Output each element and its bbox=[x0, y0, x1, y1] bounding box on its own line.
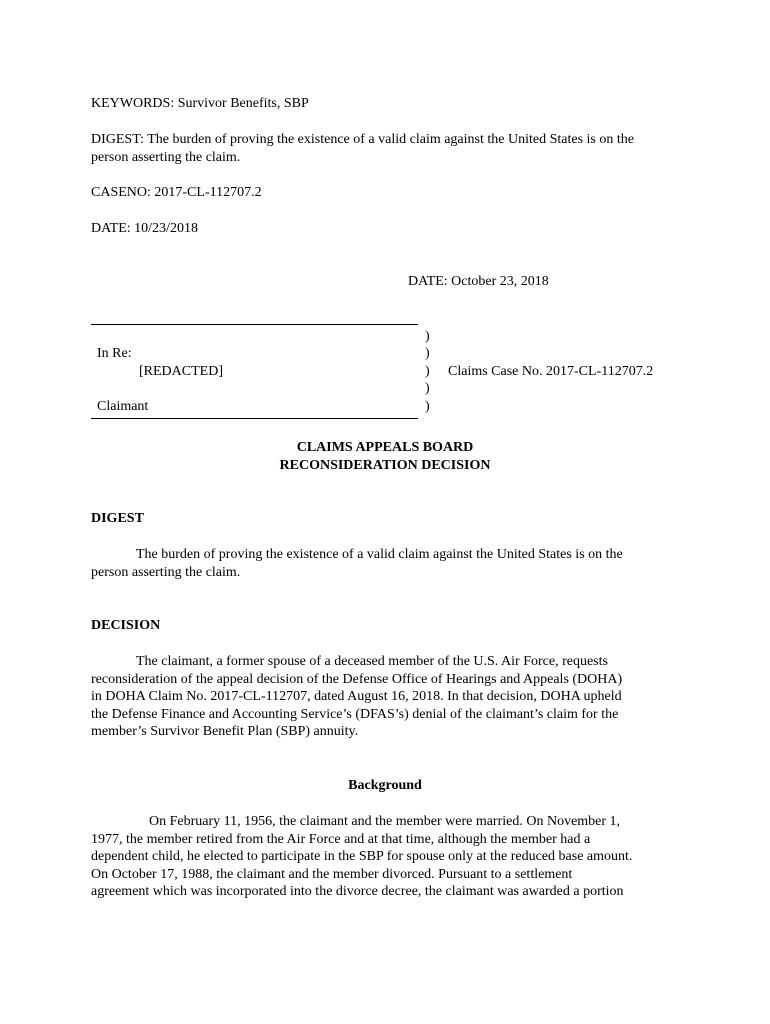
digest-line: The burden of proving the existence of a valid claim against the United States is on the bbox=[136, 547, 623, 562]
in-re-label: In Re: bbox=[97, 346, 132, 361]
background-line: dependent child, he elected to participate in the SBP for spouse only at the reduced base amount. bbox=[91, 849, 633, 865]
digest-paragraph bbox=[91, 546, 691, 581]
caption-paren: ) bbox=[425, 381, 430, 396]
caption-top-rule bbox=[91, 324, 418, 325]
background-heading: Background bbox=[348, 778, 422, 793]
keywords-line: KEYWORDS: Survivor Benefits, SBP bbox=[91, 96, 309, 111]
caption-paren: ) bbox=[425, 329, 430, 344]
decision-date: DATE: October 23, 2018 bbox=[408, 274, 549, 289]
caption-paren: ) bbox=[425, 346, 430, 361]
decision-line: reconsideration of the appeal decision of the Defense Office of Hearings and Appeals (DOHA) bbox=[91, 671, 623, 687]
header-digest bbox=[91, 131, 691, 166]
background-line: agreement which was incorporated into the divorce decree, the claimant was awarded a portion bbox=[91, 884, 624, 900]
claimant-label: Claimant bbox=[97, 399, 149, 414]
digest-line: person asserting the claim. bbox=[91, 564, 241, 580]
header-digest-line: person asserting the claim. bbox=[91, 149, 241, 165]
caption-paren: ) bbox=[425, 364, 430, 379]
background-paragraph bbox=[91, 813, 691, 901]
background-line: 1977, the member retired from the Air Force and at that time, although the member had a bbox=[91, 831, 591, 847]
background-line: On February 11, 1956, the claimant and the member were married. On November 1, bbox=[149, 814, 621, 829]
header-digest-line: DIGEST: The burden of proving the existence of a valid claim against the United States is on the bbox=[91, 132, 634, 147]
caption-bottom-rule bbox=[91, 418, 418, 419]
decision-line: The claimant, a former spouse of a deceased member of the U.S. Air Force, requests bbox=[136, 654, 608, 669]
decision-line: the Defense Finance and Accounting Service’s (DFAS’s) denial of the claimant’s claim for the bbox=[91, 706, 619, 722]
claims-case-number: Claims Case No. 2017-CL-112707.2 bbox=[448, 364, 654, 379]
decision-paragraph bbox=[91, 653, 691, 741]
decision-line: member’s Survivor Benefit Plan (SBP) annuity. bbox=[91, 724, 359, 740]
decision-line: in DOHA Claim No. 2017-CL-112707, dated August 16, 2018. In that decision, DOHA upheld bbox=[91, 689, 622, 705]
background-line: On October 17, 1988, the claimant and the member divorced. Pursuant to a settlement bbox=[91, 866, 573, 882]
decision-type-title: RECONSIDERATION DECISION bbox=[279, 458, 491, 473]
board-title: CLAIMS APPEALS BOARD bbox=[296, 440, 474, 455]
decision-heading: DECISION bbox=[91, 618, 161, 633]
case-number-line: CASENO: 2017-CL-112707.2 bbox=[91, 185, 262, 200]
digest-heading: DIGEST bbox=[91, 511, 144, 526]
date-line: DATE: 10/23/2018 bbox=[91, 221, 198, 236]
redacted-name: [REDACTED] bbox=[139, 364, 223, 379]
caption-paren: ) bbox=[425, 399, 430, 414]
